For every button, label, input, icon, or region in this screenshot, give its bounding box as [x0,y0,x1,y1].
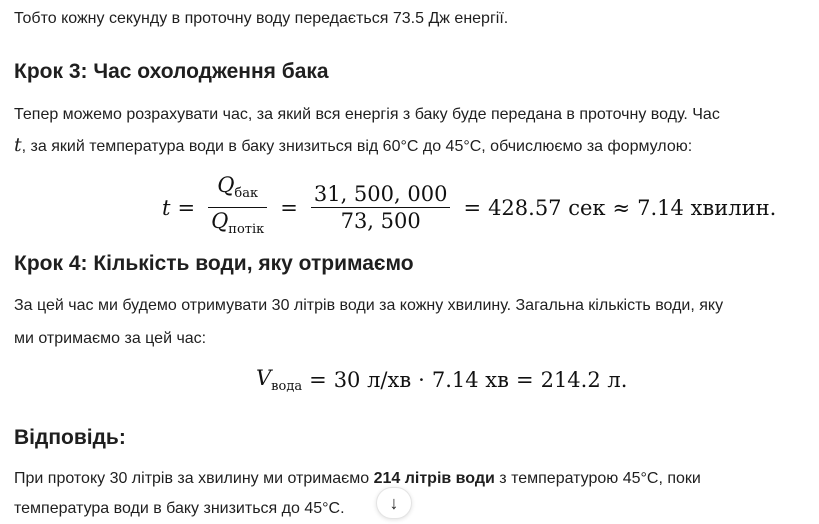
formula-dot: · [418,368,425,392]
text-energy-per-second: Тобто кожну секунду в проточну воду передається 73.5 Дж енергії. [14,10,509,27]
answer-text-line1: При протоку 30 літрів за хвилину ми отримаємо 214 літрів води з температурою 45°C, поки [14,470,701,487]
step3-heading: Крок 3: Час охолодження бака [14,60,329,83]
fraction-q-denominator: $Q_{потік}$ [211,209,265,238]
scroll-down-button[interactable] [376,487,412,519]
formula-result-minutes: 7.14 хвилин. [637,195,777,220]
fraction-numerator-energy: 31, 500, 000 [313,182,448,206]
fraction-denominator-power: 73, 500 [340,209,421,234]
formula-v: $V_{вода}$ [256,366,303,394]
formula-equals: = [515,368,534,392]
step3-text-line2-rest: , за який температура води в баку знизиться від 60°C до 45°C, обчислюємо за формулою: [21,138,693,155]
time-formula [162,172,776,243]
formula-rate: 30 л/хв [333,368,412,392]
arrow-down-icon: ↓ [389,492,399,513]
var-t: t [14,134,22,156]
formula-lhs-t: t [162,195,171,220]
step4-heading: Крок 4: Кількість води, яку отримаємо [14,252,414,275]
answer-text-line2: температура води в баку знизиться до 45°C. [14,500,345,517]
formula-equals: = [463,195,482,220]
step3-text-line1: Тепер можемо розрахувати час, за який вся енергія з баку буде передана в проточну воду. Час [14,106,720,123]
formula-approx: ≈ [612,195,631,220]
step4-text-line1: За цей час ми будемо отримувати 30 літрів води за кожну хвилину. Загальна кількість води, яку [14,297,724,314]
answer-heading: Відповідь: [14,426,126,449]
formula-volume-result: 214.2 л. [540,368,628,392]
volume-formula [256,366,627,394]
step3-text-line2 [14,130,692,162]
fraction-q [208,172,267,243]
formula-time: 7.14 хв [431,368,509,392]
step4-text-line2: ми отримаємо за цей час: [14,330,207,347]
formula-equals: = [309,368,327,392]
fraction-numbers [311,181,451,234]
answer-highlight: 214 літрів води [373,470,495,487]
fraction-q-numerator: $Q_{бак}$ [217,173,259,201]
formula-result-seconds: 428.57 сек [488,195,606,220]
formula-equals: = [280,195,298,220]
formula-equals: = [177,195,196,220]
